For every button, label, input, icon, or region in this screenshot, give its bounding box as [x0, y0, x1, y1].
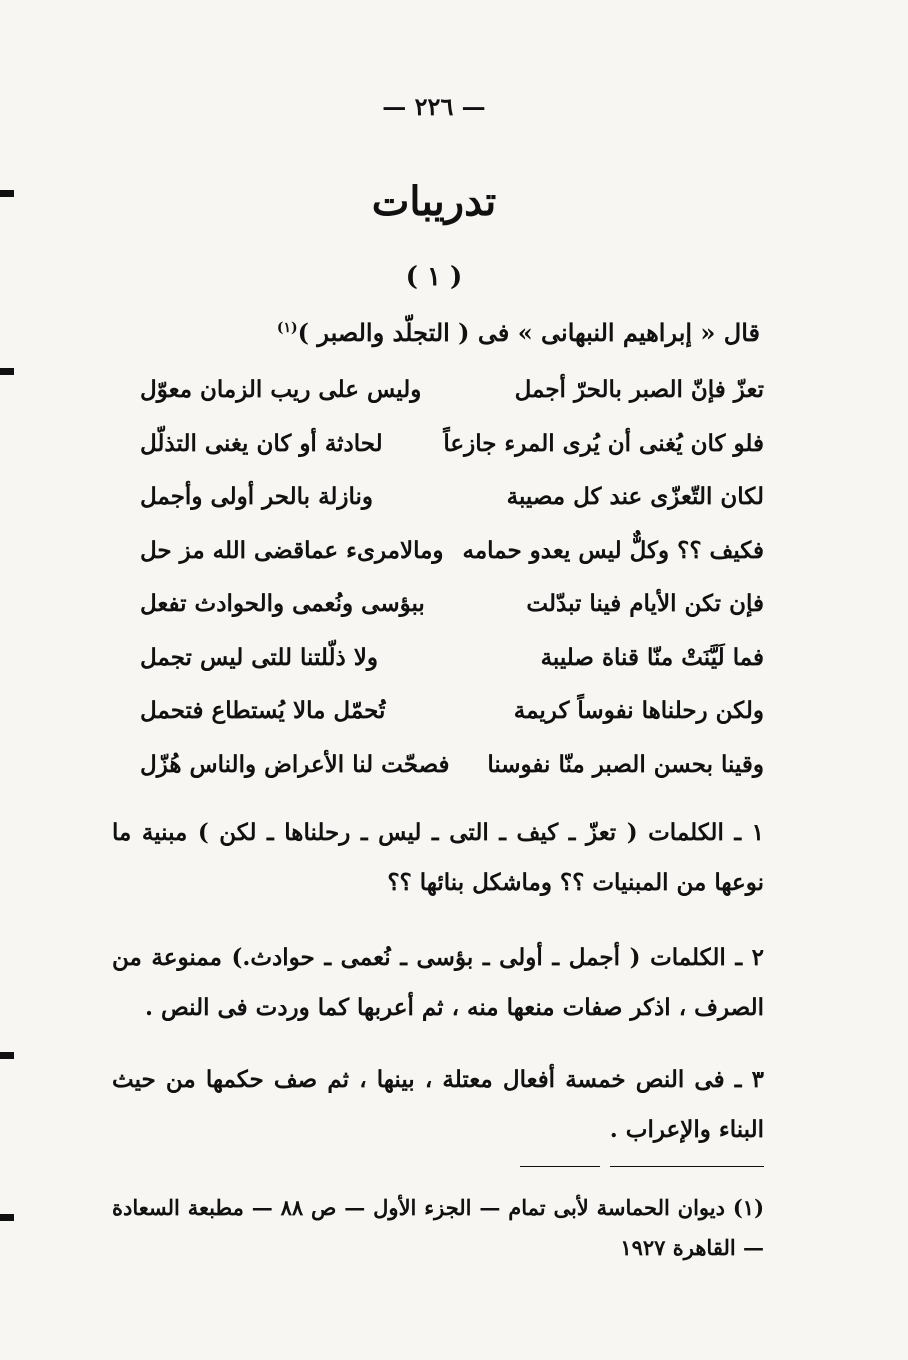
second-hemistich: لحادثة أو كان يغنى التذلّل — [140, 429, 383, 457]
first-hemistich: فإن تكن الأيام فينا تبدّلت — [526, 590, 764, 617]
poem-verse — [130, 479, 764, 533]
second-hemistich: ونازلة بالحر أولى وأجمل — [140, 483, 374, 510]
second-hemistich: تُحمّل مالا يُستطاع فتحمل — [140, 697, 386, 724]
poem — [130, 372, 764, 800]
margin-mark — [0, 1052, 14, 1059]
poem-verse — [130, 426, 764, 480]
page-title: تدريبات — [371, 178, 497, 225]
page-number: — ٢٢٦ — — [382, 92, 486, 121]
footnote: (١) ديوان الحماسة لأبى تمام — الجزء الأول — ص ٨٨ — مطبعة السعادة — القاهرة ١٩٢٧ — [112, 1195, 764, 1260]
poem-verse — [130, 747, 764, 801]
second-hemistich: وليس على ريب الزمان معوّل — [140, 376, 422, 403]
margin-mark — [0, 368, 14, 375]
intro-line — [277, 318, 760, 347]
first-hemistich: وقينا بحسن الصبر منّا نفوسنا — [487, 750, 764, 778]
footnote-divider — [520, 1166, 600, 1167]
poem-verse — [130, 693, 764, 747]
footnote-marker: (١) — [276, 320, 298, 336]
poem-verse — [130, 533, 764, 587]
second-hemistich: ولا ذلّلتنا للتى ليس تجمل — [140, 643, 378, 671]
second-hemistich: ومالامرىء عماقضى الله مز حل — [140, 536, 444, 564]
poem-verse — [130, 586, 764, 640]
first-hemistich: تعزّ فإنّ الصبر بالحرّ أجمل — [514, 376, 764, 403]
first-hemistich: لكان التّعزّى عند كل مصيبة — [506, 483, 764, 510]
question-3: ٣ ـ فى النص خمسة أفعال معتلة ، بينها ، ثم صف حكمها من حيث البناء والإعراب . — [112, 1066, 764, 1143]
first-hemistich: فلو كان يُغنى أن يُرى المرء جازعاً — [443, 429, 764, 457]
poem-verse — [130, 640, 764, 694]
footnote-divider — [610, 1166, 764, 1167]
margin-mark — [0, 1214, 14, 1221]
exercise-number: ( ١ ) — [405, 262, 463, 292]
question-1: ١ ـ الكلمات ( تعزّ ـ كيف ـ التى ـ ليس ـ رحلناها ـ لكن ) مبنية ما نوعها من المبنيات ؟؟ وماشكل بنائها ؟؟ — [112, 819, 764, 896]
question-2: ٢ ـ الكلمات ( أجمل ـ أولى ـ بؤسى ـ نُعمى ـ حوادث.) ممنوعة من الصرف ، اذكر صفات منعها منه ، ثم أعربها كما وردت فى النص . — [112, 944, 764, 1021]
second-hemistich: فصحّت لنا الأعراض والناس هُزّل — [140, 750, 450, 778]
first-hemistich: فكيف ؟؟ وكلٌّ ليس يعدو حمامه — [462, 536, 764, 564]
first-hemistich: فما لَيَّنَتْ منّا قناة صليبة — [540, 643, 764, 671]
poem-verse — [130, 372, 764, 426]
first-hemistich: ولكن رحلناها نفوساً كريمة — [513, 697, 764, 724]
second-hemistich: ببؤسى ونُعمى والحوادث تفعل — [140, 590, 425, 617]
intro-text: قال « إبراهيم النبهانى » فى ( التجلّد والصبر ) — [297, 318, 760, 347]
